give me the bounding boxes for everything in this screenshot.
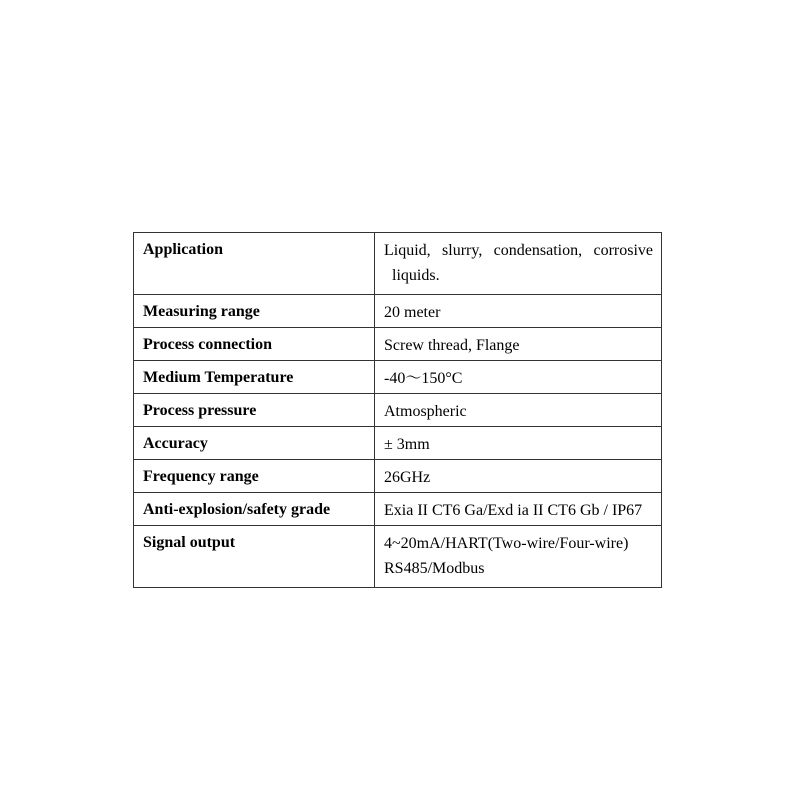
row-label: Accuracy	[134, 427, 375, 460]
value-line: ± 3mm	[384, 436, 430, 453]
row-label: Measuring range	[134, 295, 375, 328]
row-label: Application	[134, 233, 375, 295]
value-line: RS485/Modbus	[384, 560, 485, 577]
value-line: Exia II CT6 Ga/Exd ia II CT6 Gb / IP67	[384, 502, 643, 519]
row-label: Process pressure	[134, 394, 375, 427]
row-value	[375, 493, 662, 526]
value-line: 4~20mA/HART(Two-wire/Four-wire)	[384, 535, 629, 552]
value-line: Liquid, slurry, condensation, corrosive	[384, 242, 653, 259]
row-value	[375, 427, 662, 460]
table-row-accuracy	[134, 427, 662, 460]
value-line: liquids.	[392, 267, 440, 284]
table-row-application	[134, 233, 662, 295]
row-label: Signal output	[134, 526, 375, 588]
row-label: Medium Temperature	[134, 361, 375, 394]
value-line: Screw thread, Flange	[384, 337, 520, 354]
table-row-anti-explosion	[134, 493, 662, 526]
table-row-process-connection	[134, 328, 662, 361]
row-value	[375, 394, 662, 427]
row-value	[375, 295, 662, 328]
specification-table	[133, 232, 662, 588]
table-row-frequency-range	[134, 460, 662, 493]
table-row-medium-temperature	[134, 361, 662, 394]
row-value	[375, 328, 662, 361]
row-label: Anti-explosion/safety grade	[134, 493, 375, 526]
row-label: Process connection	[134, 328, 375, 361]
row-value	[375, 526, 662, 588]
value-line: 20 meter	[384, 304, 441, 321]
value-line: Atmospheric	[384, 403, 467, 420]
table-row-process-pressure	[134, 394, 662, 427]
row-value	[375, 361, 662, 394]
row-value	[375, 460, 662, 493]
value-line: -40～150°C	[384, 370, 463, 387]
value-line: 26GHz	[384, 469, 431, 486]
row-label: Frequency range	[134, 460, 375, 493]
table-row-measuring-range	[134, 295, 662, 328]
table-row-signal-output	[134, 526, 662, 588]
row-value	[375, 233, 662, 295]
